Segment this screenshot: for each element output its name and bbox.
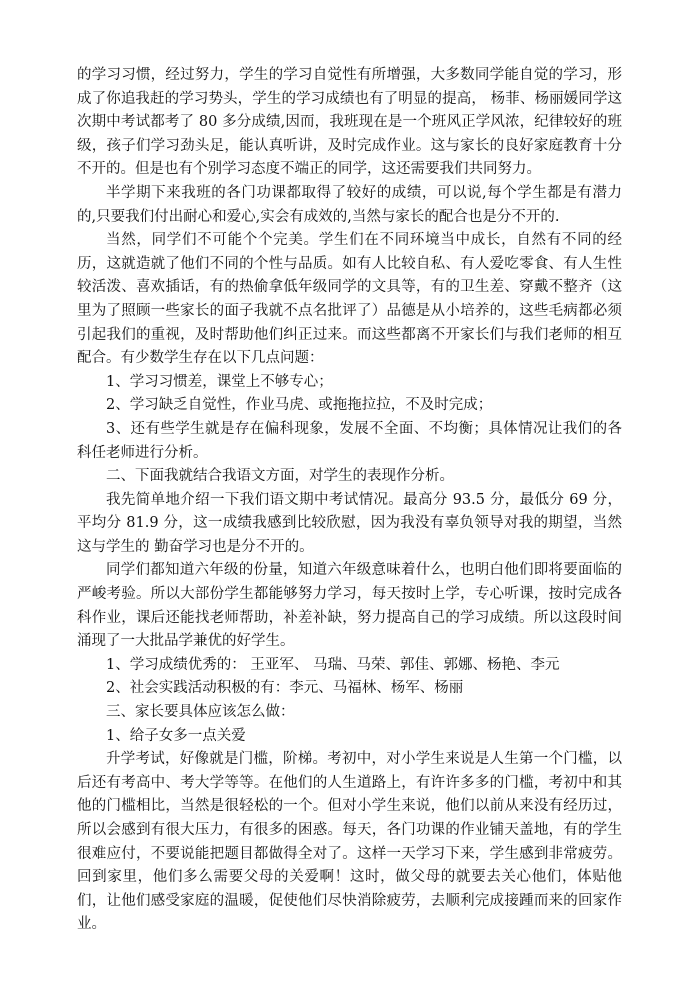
paragraph-entrance-exam: 升学考试，好像就是门槛，阶梯。考初中，对小学生来说是人生第一个门槛，以后还有考高中、考大学等等。在他们的人生道路上，有许许多多的门槛，考初中和其他的门槛相比，当然是很轻松的一个。但对小学生来说，他们以前从来没有经历过，所以会感到有很大压力，有很多的困惑。每天，各门功课的作业铺天盖地，有的学生很难应付，不要说能把题目都做得全对了。这样一天学习下来，学生感到非常疲劳。回到家里，他们多么需要父母的关爱啊！这时，做父母的就要去关心他们，体贴他们，让他们感受家庭的温暖，促使他们尽快消除疲劳，去顺利完成接踵而来的回家作业。 [77,751,622,933]
paragraph-study-habits: 的学习习惯，经过努力，学生的学习自觉性有所增强，大多数同学能自觉的学习，形成了你追我赶的学习势头，学生的学习成绩也有了明显的提高， 杨菲、杨丽媛同学这次期中考试都考了 80 多分成绩,因而，我班现在是一个班风正学风浓，纪律较好的班级，孩子们学习劲头足，能认真听讲，及时完成作业。这与家长的良好家庭教育十分不开的。但是也有个别学习态度不端正的同学，这还需要我们共同努力。 [77,67,622,178]
list-item-problem-2: 2、学习缺乏自觉性，作业马虎、或拖拖拉拉，不及时完成； [106,397,493,414]
paragraph-student-character: 当然，同学们不可能个个完美。学生们在不同环境当中成长，自然有不同的经历，这就造就了他们不同的个性与品质。如有人比较自私、有人爱吃零食、有人生性较活泼、喜欢插话，有的热偷拿低年级同学的文具等，有的卫生差、穿戴不整齐（这里为了照顾一些家长的面子我就不点名批评了）品德是从小培养的，这些毛病都必须引起我们的重视，及时帮助他们纠正过来。而这些都离不开家长们与我们老师的相互配合。有少数学生存在以下几点问题： [77,232,622,367]
document-page [77,64,622,937]
section-heading-parents: 三、家长要具体应该怎么做： [106,704,295,721]
list-item-problem-3: 3、还有些学生就是存在偏科现象，发展不全面、不均衡；具体情况让我们的各科任老师进行分析。 [77,420,622,461]
list-item-problem-1: 1、学习习惯差，课堂上不够专心； [106,373,333,390]
paragraph-grade-six: 同学们都知道六年级的份量，知道六年级意味着什么，也明白他们即将要面临的严峻考验。所以大部份学生都能够努力学习，每天按时上学，专心听课，按时完成各科作业，课后还能找老师帮助，补差补缺，努力提高自己的学习成绩。所以这段时间涌现了一大批品学兼优的好学生。 [77,562,622,650]
list-item-excellent-students: 1、学习成绩优秀的： 王亚军、 马瑞、马荣、郭佳、郭娜、杨艳、李元 [106,656,560,673]
list-item-active-students: 2、社会实践活动积极的有：李元、马福林、杨军、杨丽 [106,680,464,697]
subheading-more-care: 1、给子女多一点关爱 [106,727,246,744]
section-heading-chinese-analysis: 二、下面我就结合我语文方面，对学生的表现作分析。 [106,468,454,485]
paragraph-exam-scores: 我先简单地介绍一下我们语文期中考试情况。最高分 93.5 分，最低分 69 分，平均分 81.9 分，这一成绩我感到比较欣慰，因为我没有辜负领导对我的期望，当然这与学生的 勤奋学习也是分不开的。 [77,491,622,555]
paragraph-half-term-results: 半学期下来我班的各门功课都取得了较好的成绩，可以说,每个学生都是有潜力的,只要我们付出耐心和爱心,实会有成效的,当然与家长的配合也是分不开的. [77,184,622,225]
